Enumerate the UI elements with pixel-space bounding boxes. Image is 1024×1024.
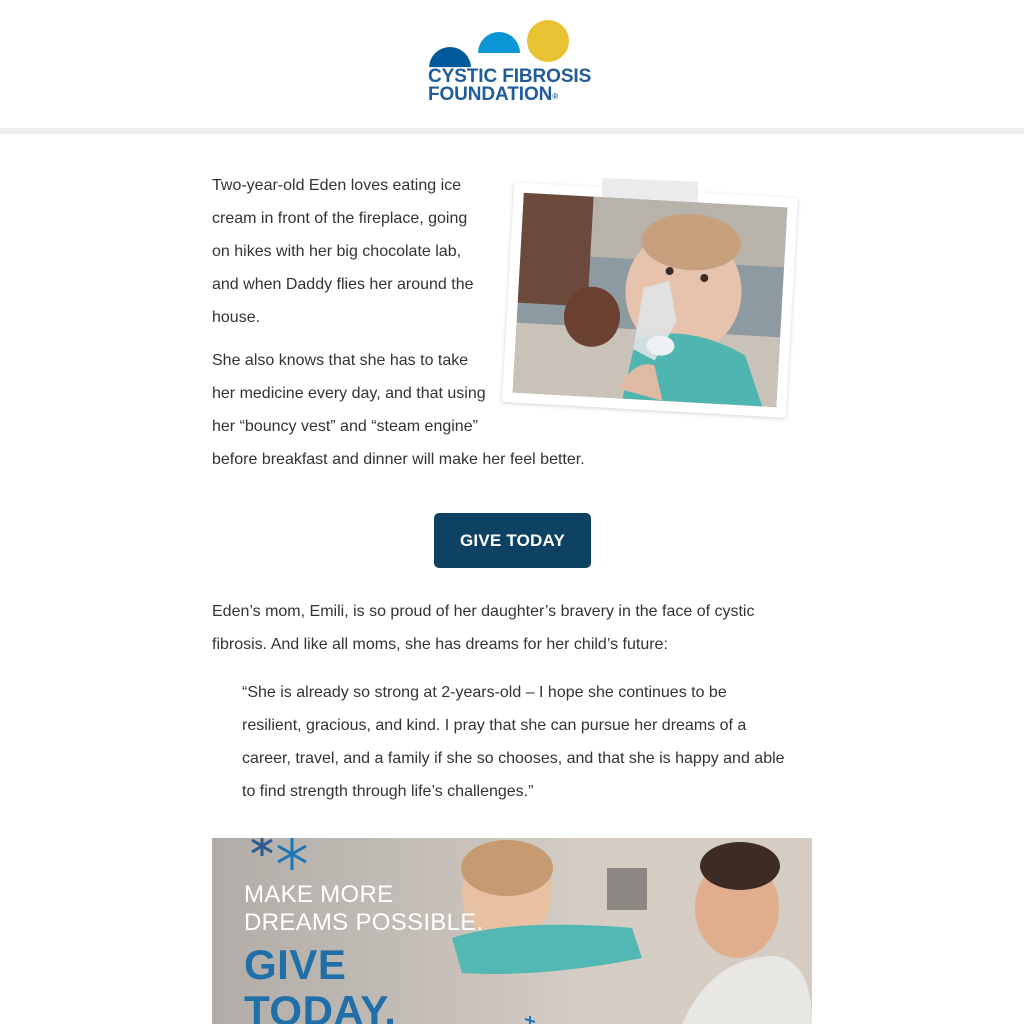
- header-divider: [0, 128, 1024, 134]
- banner-give-line2: TODAY.: [244, 987, 397, 1024]
- photo-image: [513, 193, 788, 407]
- banner-line2: DREAMS POSSIBLE.: [244, 909, 484, 936]
- story-paragraph-3: Eden’s mom, Emili, is so proud of her daughter’s bravery in the face of cystic fibrosis. And like all moms, she has dreams for her child’s future:: [212, 603, 755, 653]
- story-paragraph-1: Two-year-old Eden loves eating ice cream in front of the fireplace, going on hikes with her big chocolate lab, and when Daddy flies her around the house.: [212, 177, 474, 326]
- snowflake-icon: [278, 838, 306, 870]
- logo-line1: CYSTIC FIBROSIS: [428, 66, 592, 87]
- mom-quote: “She is already so strong at 2-years-old – I hope she continues to be resilient, gracious, and kind. I pray that she can pursue her dreams of a career, travel, and a family if she so chooses, and that she is happy and able to find strength through life’s challenges.”: [242, 684, 785, 800]
- eden-nebulizer-photo: [502, 182, 798, 418]
- give-today-banner[interactable]: [212, 838, 812, 1024]
- story-paragraph-2-part1: She also knows that she has to take her medicine every day, and that using her “bouncy vest” and “steam engine”: [212, 352, 486, 435]
- banner-line1: MAKE MORE: [244, 881, 394, 908]
- logo-line2: FOUNDATION: [428, 84, 553, 105]
- story-paragraph-2-part2: before breakfast and dinner will make her feel better.: [212, 451, 585, 468]
- photo-illustration: [513, 193, 788, 407]
- banner-give-line1: GIVE: [244, 941, 347, 988]
- give-today-button[interactable]: GIVE TODAY: [434, 513, 591, 568]
- registered-mark: ®: [552, 92, 559, 101]
- email-header: [0, 0, 1024, 128]
- snowflake-icon: [252, 838, 272, 856]
- logo-wordmark: [428, 68, 598, 104]
- logo-sun-icon: [527, 20, 569, 62]
- cff-logo[interactable]: [428, 19, 598, 109]
- snowflake-icon: [525, 1016, 535, 1024]
